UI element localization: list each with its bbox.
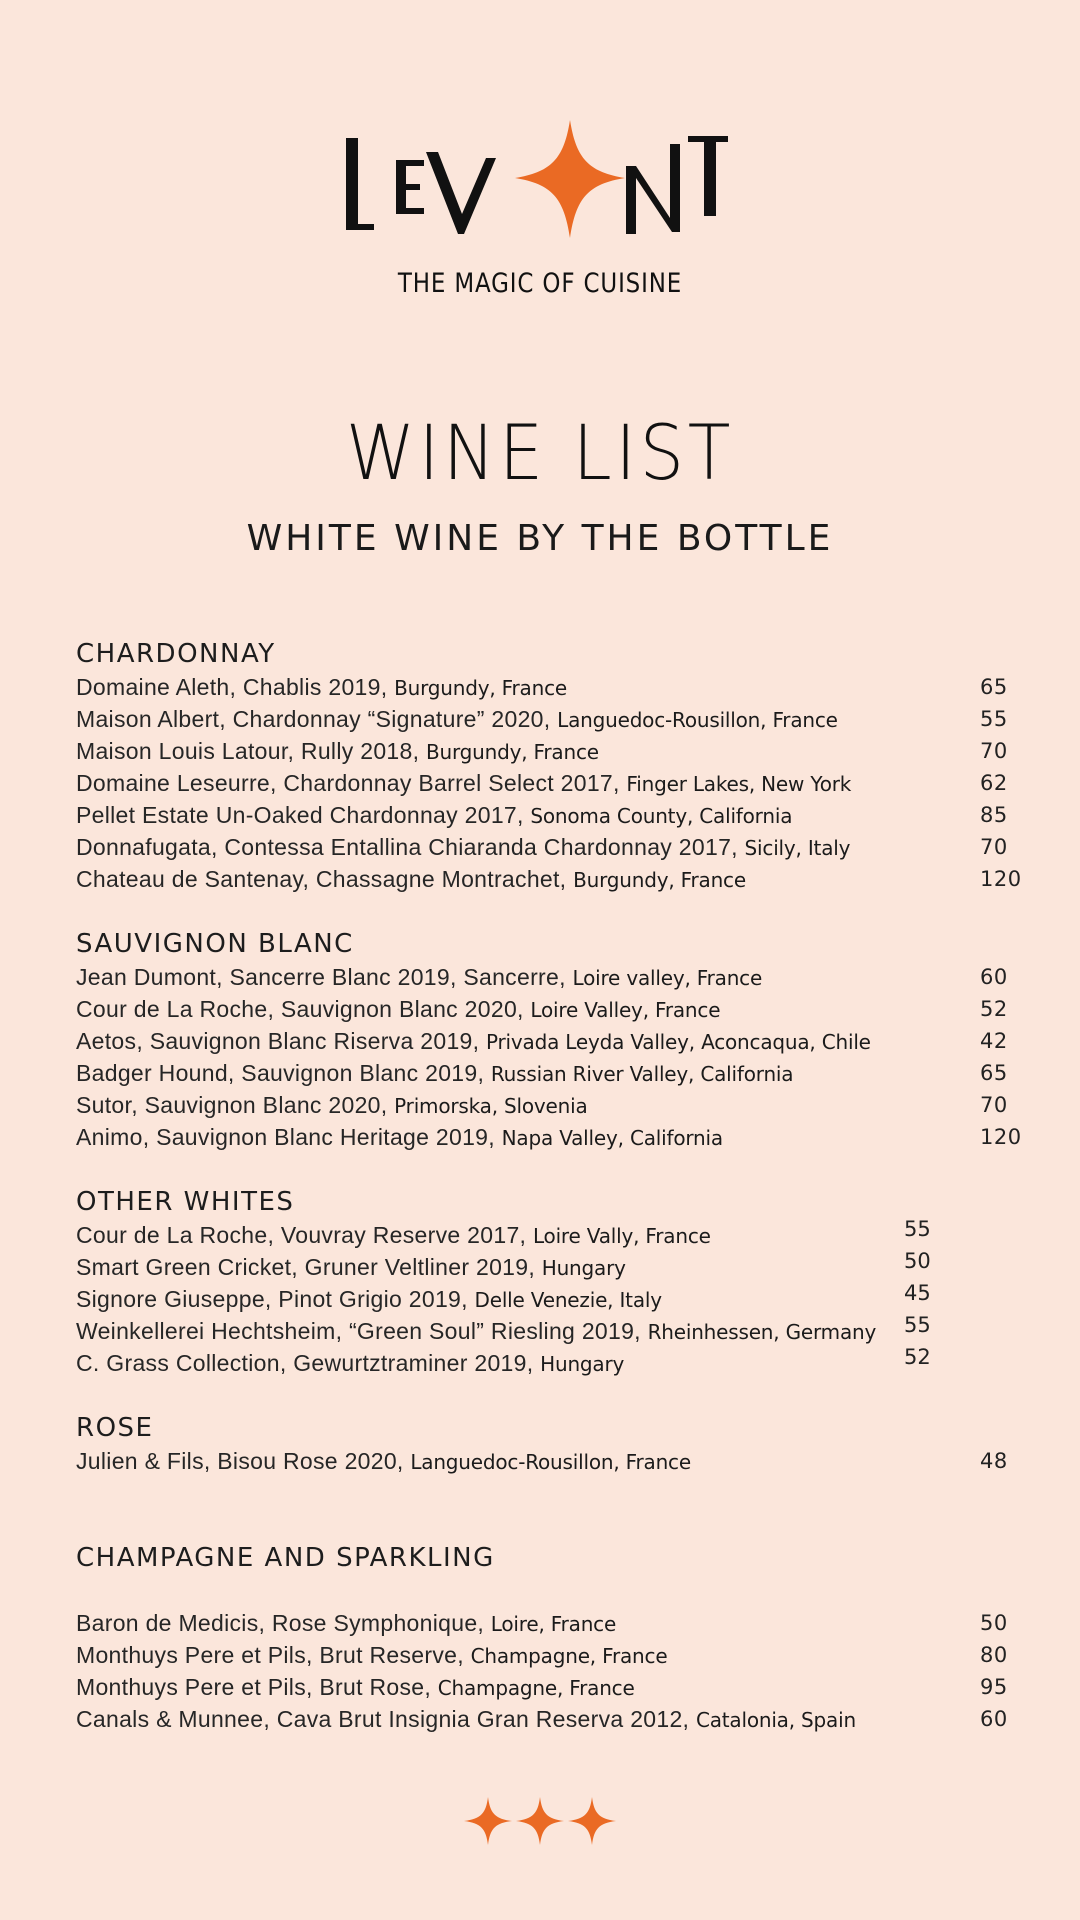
wine-name: Weinkellerei Hechtsheim, “Green Soul” Riesling 2019, bbox=[76, 1318, 648, 1344]
section-other-whites bbox=[76, 1185, 1026, 1379]
section-title: OTHER WHITES bbox=[76, 1187, 295, 1217]
wine-region: Languedoc-Rousillon, France bbox=[410, 1450, 691, 1474]
wine-price: 50 bbox=[904, 1249, 931, 1273]
wine-row bbox=[76, 1251, 1026, 1283]
wine-price: 85 bbox=[980, 803, 1008, 827]
page-subtitle: WHITE WINE BY THE BOTTLE bbox=[246, 518, 834, 559]
wine-region: Loire Vally, France bbox=[532, 1224, 711, 1248]
section-title: SAUVIGNON BLANC bbox=[76, 929, 354, 959]
wine-price: 70 bbox=[980, 835, 1008, 859]
section-title: ROSE bbox=[76, 1413, 154, 1443]
wine-name: Aetos, Sauvignon Blanc Riserva 2019, bbox=[76, 1028, 487, 1054]
wine-price: 95 bbox=[980, 1675, 1008, 1699]
wine-name: Badger Hound, Sauvignon Blanc 2019, bbox=[76, 1060, 491, 1086]
star-icon bbox=[515, 120, 625, 238]
wine-name: Monthuys Pere et Pils, Brut Rose, bbox=[76, 1674, 438, 1700]
decorative-stars bbox=[0, 1795, 1080, 1851]
logo-container bbox=[0, 110, 1080, 244]
wine-region: Privada Leyda Valley, Aconcaqua, Chile bbox=[486, 1030, 871, 1054]
wine-name: Donnafugata, Contessa Entallina Chiaranda Chardonnay 2017, bbox=[76, 834, 745, 860]
spacer bbox=[76, 1575, 1026, 1607]
wine-price: 120 bbox=[980, 867, 1022, 891]
wine-row bbox=[76, 1089, 1026, 1121]
wine-row bbox=[76, 1283, 1026, 1315]
wine-name: Domaine Leseurre, Chardonnay Barrel Select 2017, bbox=[76, 770, 627, 796]
section-rose bbox=[76, 1411, 1026, 1477]
wine-row bbox=[76, 1315, 1026, 1347]
wine-row bbox=[76, 1121, 1026, 1153]
wine-name: Jean Dumont, Sancerre Blanc 2019, Sancerre, bbox=[76, 964, 573, 990]
star-icon bbox=[460, 1795, 620, 1847]
wine-name: Julien & Fils, Bisou Rose 2020, bbox=[76, 1448, 411, 1474]
wine-row bbox=[76, 1219, 1026, 1251]
wine-row bbox=[76, 767, 1026, 799]
wine-region: Delle Venezie, Italy bbox=[474, 1288, 662, 1312]
wine-name: Sutor, Sauvignon Blanc 2020, bbox=[76, 1092, 395, 1118]
wine-price: 65 bbox=[980, 1061, 1008, 1085]
wine-region: Burgundy, France bbox=[394, 676, 567, 700]
wine-price: 55 bbox=[904, 1313, 931, 1337]
wine-region: Napa Valley, California bbox=[501, 1126, 723, 1150]
wine-row bbox=[76, 735, 1026, 767]
wine-name: Animo, Sauvignon Blanc Heritage 2019, bbox=[76, 1124, 502, 1150]
section-champagne-sparkling bbox=[76, 1541, 1026, 1735]
wine-price: 50 bbox=[980, 1611, 1008, 1635]
wine-name: Pellet Estate Un-Oaked Chardonnay 2017, bbox=[76, 802, 531, 828]
wine-region: Sonoma County, California bbox=[530, 804, 793, 828]
wine-name: Maison Louis Latour, Rully 2018, bbox=[76, 738, 426, 764]
wine-row bbox=[76, 831, 1026, 863]
wine-name: Domaine Aleth, Chablis 2019, bbox=[76, 674, 395, 700]
wine-price: 55 bbox=[980, 707, 1008, 731]
wine-name: Maison Albert, Chardonnay “Signature” 2020, bbox=[76, 706, 558, 732]
wine-name: Canals & Munnee, Cava Brut Insignia Gran Reserva 2012, bbox=[76, 1706, 696, 1732]
levant-logo-mark bbox=[340, 110, 740, 240]
wine-price: 70 bbox=[980, 739, 1008, 763]
page-title: WINE LIST bbox=[345, 408, 735, 497]
wine-row bbox=[76, 1703, 1026, 1735]
wine-row bbox=[76, 1639, 1026, 1671]
wine-price: 52 bbox=[904, 1345, 931, 1369]
wine-region: Loire valley, France bbox=[572, 966, 763, 990]
wine-region: Catalonia, Spain bbox=[695, 1708, 856, 1732]
wine-name: Signore Giuseppe, Pinot Grigio 2019, bbox=[76, 1286, 475, 1312]
wine-price: 62 bbox=[980, 771, 1008, 795]
wine-price: 55 bbox=[904, 1217, 931, 1241]
wine-row bbox=[76, 1025, 1026, 1057]
wine-region: Finger Lakes, New York bbox=[626, 772, 852, 796]
wine-row bbox=[76, 671, 1026, 703]
section-chardonnay bbox=[76, 637, 1026, 895]
wine-row bbox=[76, 993, 1026, 1025]
wine-price: 80 bbox=[980, 1643, 1008, 1667]
section-title: CHAMPAGNE AND SPARKLING bbox=[76, 1543, 495, 1573]
other-whites-prices bbox=[904, 1213, 931, 1373]
wine-region: Loire Valley, France bbox=[530, 998, 721, 1022]
wine-name: Cour de La Roche, Sauvignon Blanc 2020, bbox=[76, 996, 531, 1022]
wine-row bbox=[76, 703, 1026, 735]
wine-region: Rheinhessen, Germany bbox=[647, 1320, 877, 1344]
wine-price: 42 bbox=[980, 1029, 1008, 1053]
wine-row bbox=[76, 1607, 1026, 1639]
wine-region: Sicily, Italy bbox=[744, 836, 851, 860]
wine-region: Champagne, France bbox=[470, 1644, 668, 1668]
wine-row bbox=[76, 1445, 1026, 1477]
wine-region: Hungary bbox=[540, 1352, 625, 1376]
wine-row bbox=[76, 1057, 1026, 1089]
wine-name: Chateau de Santenay, Chassagne Montrachet, bbox=[76, 866, 574, 892]
wine-region: Hungary bbox=[541, 1256, 626, 1280]
section-sauvignon-blanc bbox=[76, 927, 1026, 1153]
wine-price: 60 bbox=[980, 965, 1008, 989]
wine-row bbox=[76, 799, 1026, 831]
wine-price: 65 bbox=[980, 675, 1008, 699]
wine-region: Burgundy, France bbox=[426, 740, 599, 764]
wine-region: Champagne, France bbox=[437, 1676, 635, 1700]
wine-price: 70 bbox=[980, 1093, 1008, 1117]
wine-region: Primorska, Slovenia bbox=[394, 1094, 588, 1118]
wine-price: 52 bbox=[980, 997, 1008, 1021]
wine-price: 60 bbox=[980, 1707, 1008, 1731]
wine-name: Cour de La Roche, Vouvray Reserve 2017, bbox=[76, 1222, 533, 1248]
wine-region: Loire, France bbox=[490, 1612, 617, 1636]
wine-row bbox=[76, 961, 1026, 993]
wine-name: Smart Green Cricket, Gruner Veltliner 2019, bbox=[76, 1254, 542, 1280]
section-title: CHARDONNAY bbox=[76, 639, 276, 669]
wine-name: Monthuys Pere et Pils, Brut Reserve, bbox=[76, 1642, 471, 1668]
tagline: THE MAGIC OF CUISINE bbox=[397, 268, 683, 299]
wine-region: Languedoc-Rousillon, France bbox=[557, 708, 838, 732]
wine-row bbox=[76, 1347, 1026, 1379]
wine-price: 48 bbox=[980, 1449, 1008, 1473]
wine-row bbox=[76, 1671, 1026, 1703]
wine-price: 120 bbox=[980, 1125, 1022, 1149]
levant-logo bbox=[340, 110, 740, 240]
wine-price: 45 bbox=[904, 1281, 931, 1305]
wine-row bbox=[76, 863, 1026, 895]
wine-region: Burgundy, France bbox=[573, 868, 746, 892]
wine-name: Baron de Medicis, Rose Symphonique, bbox=[76, 1610, 491, 1636]
wine-region: Russian River Valley, California bbox=[490, 1062, 794, 1086]
wine-name: C. Grass Collection, Gewurtztraminer 2019, bbox=[76, 1350, 541, 1376]
